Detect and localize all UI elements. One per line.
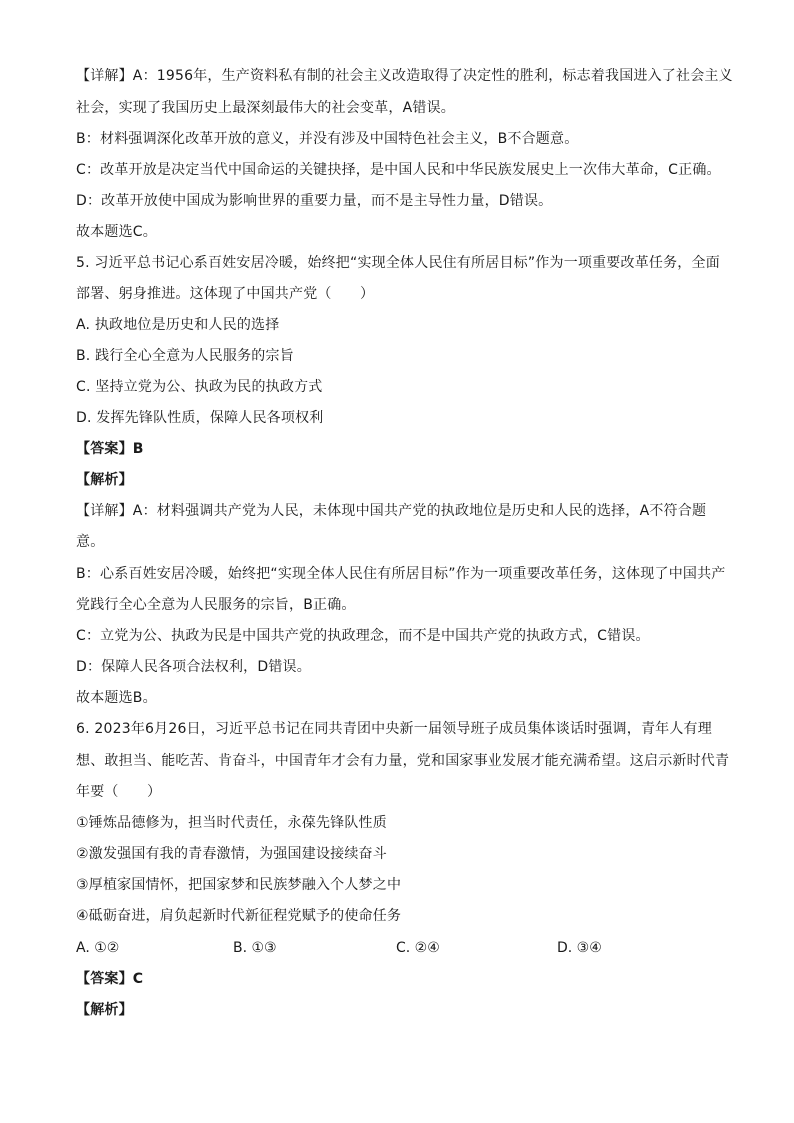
question-6-stem: 想、敢担当、能吃苦、肯奋斗，中国青年才会有力量，党和国家事业发展才能充满希望。这启示新时代青 — [76, 753, 730, 769]
question-6-option-d: D. ③④ — [557, 940, 602, 956]
question-6-statement: ④砥砺奋进，肩负起新时代新征程党赋予的使命任务 — [76, 908, 402, 924]
question-6-statement: ①锤炼品德修为，担当时代责任，永葆先锋队性质 — [76, 815, 387, 831]
text-line: 【详解】A：材料强调共产党为人民，未体现中国共产党的执政地位是历史和人民的选择，A不符合题 — [76, 503, 707, 519]
text-line: 故本题选C。 — [76, 224, 157, 240]
question-5-option-c: C. 坚持立党为公、执政为民的执政方式 — [76, 379, 323, 395]
text-line: D：改革开放使中国成为影响世界的重要力量，而不是主导性力量，D错误。 — [76, 193, 553, 209]
text-line: C：立党为公、执政为民是中国共产党的执政理念，而不是中国共产党的执政方式，C错误。 — [76, 628, 650, 644]
text-line: 故本题选B。 — [76, 690, 157, 706]
text-line: 【详解】A：1956年，生产资料私有制的社会主义改造取得了决定性的胜利，标志着我国进入了社会主义 — [76, 68, 733, 84]
question-6-statement: ③厚植家国情怀，把国家梦和民族梦融入个人梦之中 — [76, 877, 402, 893]
question-6-option-b: B. ①③ — [233, 940, 277, 956]
text-line: B：材料强调深化改革开放的意义，并没有涉及中国特色社会主义，B不合题意。 — [76, 131, 579, 147]
text-line: 社会，实现了我国历史上最深刻最伟大的社会变革，A错误。 — [76, 100, 455, 116]
question-5-option-b: B. 践行全心全意为人民服务的宗旨 — [76, 348, 294, 364]
text-line: 党践行全心全意为人民服务的宗旨，B正确。 — [76, 597, 356, 613]
text-line: B：心系百姓安居冷暖，始终把“实现全体人民住有所居目标”作为一项重要改革任务，这体现了中国共产 — [76, 566, 726, 582]
text-line: 意。 — [76, 534, 105, 550]
question-6-stem: 年要（ ） — [76, 784, 162, 800]
text-line: C：改革开放是决定当代中国命运的关键抉择，是中国人民和中华民族发展史上一次伟大革命，C正确。 — [76, 162, 721, 178]
question-6-option-c: C. ②④ — [396, 940, 440, 956]
question-5-stem: 5. 习近平总书记心系百姓安居冷暖，始终把“实现全体人民住有所居目标”作为一项重要改革任务，全面 — [76, 255, 720, 271]
question-5-option-a: A. 执政地位是历史和人民的选择 — [76, 317, 280, 333]
question-6-statement: ②激发强国有我的青春激情，为强国建设接续奋斗 — [76, 846, 387, 862]
answer-label: 【答案】C — [76, 971, 144, 987]
question-5-option-d: D. 发挥先锋队性质，保障人民各项权利 — [76, 410, 324, 426]
question-6-stem: 6. 2023年6月26日，习近平总书记在同共青团中央新一届领导班子成员集体谈话时强调，青年人有理 — [76, 721, 712, 737]
analysis-label: 【解析】 — [76, 472, 133, 488]
question-6-option-a: A. ①② — [76, 940, 120, 956]
question-5-stem: 部署、躬身推进。这体现了中国共产党（ ） — [76, 286, 375, 302]
text-line: D：保障人民各项合法权利，D错误。 — [76, 659, 311, 675]
analysis-label: 【解析】 — [76, 1002, 133, 1018]
answer-label: 【答案】B — [76, 441, 144, 457]
